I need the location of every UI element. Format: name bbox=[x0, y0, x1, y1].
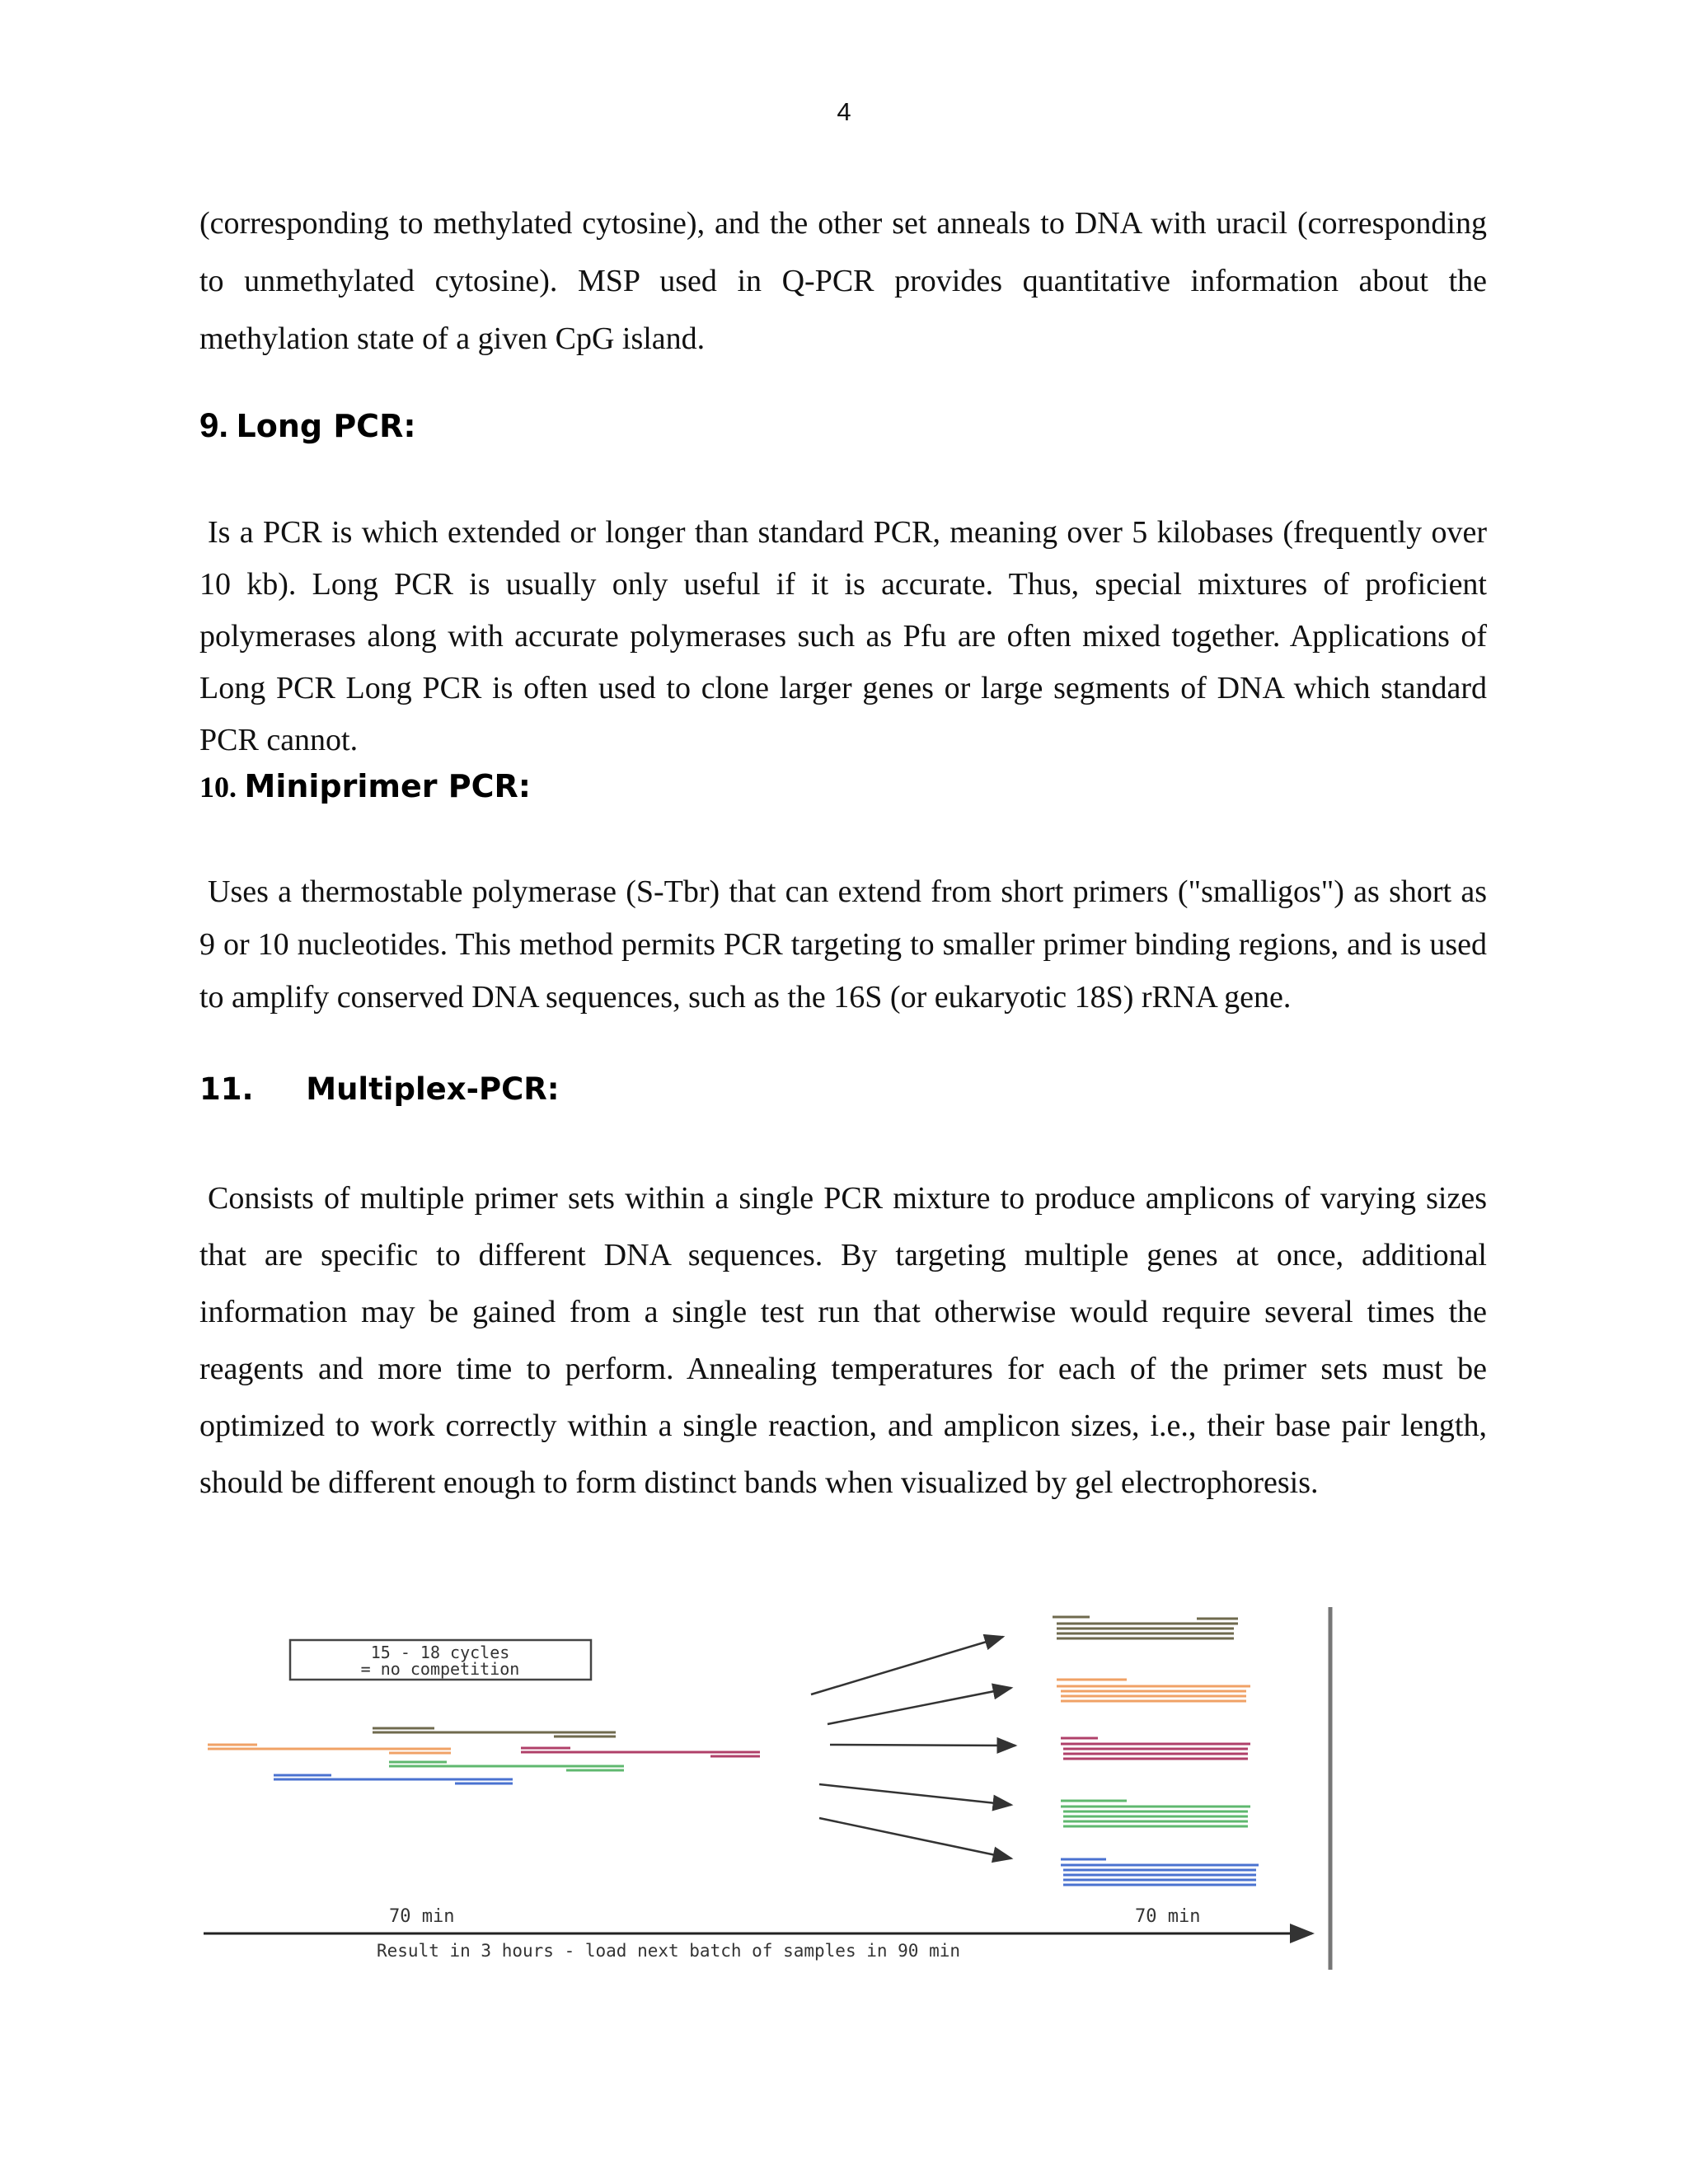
bands-magenta bbox=[1061, 1738, 1250, 1759]
heading-miniprimer-pcr bbox=[199, 768, 531, 805]
figure-caption: Result in 3 hours - load next batch of samples in 90 min bbox=[377, 1941, 961, 1961]
time-label-right: 70 min bbox=[1135, 1906, 1201, 1927]
bands-olive bbox=[1053, 1617, 1238, 1638]
paragraph-miniprimer-pcr bbox=[199, 865, 1487, 1024]
heading-number: 10. bbox=[199, 771, 237, 804]
arrow-icon bbox=[811, 1637, 1003, 1694]
paragraph-multiplex-pcr bbox=[199, 1170, 1487, 1511]
figure-svg bbox=[199, 1607, 1345, 1986]
amplification-arrows bbox=[811, 1637, 1015, 1858]
bands-green bbox=[1061, 1801, 1250, 1826]
heading-title: Multiplex-PCR: bbox=[306, 1071, 560, 1107]
heading-title: Miniprimer PCR: bbox=[244, 768, 531, 804]
paragraph-long-pcr bbox=[199, 507, 1487, 766]
bands-blue bbox=[1061, 1859, 1259, 1885]
paragraph-text: Uses a thermostable polymerase (S-Tbr) that can extend from short primers ("smalligos") as short as 9 or 10 nucleotides. This method permits PCR targeting to smaller primer binding regions, and is used to amplify conserved DNA sequences, such as the 16S (or eukaryotic 18S) rRNA gene. bbox=[199, 874, 1487, 1015]
multiplex-pcr-figure bbox=[199, 1607, 1345, 1986]
time-label-left: 70 min bbox=[389, 1906, 455, 1927]
paragraph-msp-continued bbox=[199, 194, 1487, 368]
bands-orange bbox=[1057, 1680, 1250, 1701]
arrow-icon bbox=[819, 1818, 1011, 1858]
paragraph-text: Is a PCR is which extended or longer than standard PCR, meaning over 5 kilobases (frequently over 10 kb). Long PCR is usually only useful if it is accurate. Thus, special mixtures of proficient polymerases along with accurate polymerases such as Pfu are often mixed together. Applications of Long PCR Long PCR is often used to clone larger genes or large segments of DNA which standard PCR cannot. bbox=[199, 515, 1487, 757]
arrow-icon bbox=[828, 1688, 1011, 1724]
page-number: 4 bbox=[837, 97, 851, 126]
heading-title: Long PCR: bbox=[236, 408, 416, 444]
paragraph-text: (corresponding to methylated cytosine), and the other set anneals to DNA with uracil (corresponding to unmethylated cytosine). MSP used in Q-PCR provides quantitative information about the methylation state of a given CpG island. bbox=[199, 206, 1487, 356]
paragraph-text: Consists of multiple primer sets within a single PCR mixture to produce amplicons of varying sizes that are specific to different DNA sequences. By targeting multiple genes at once, additional information may be gained from a single test run that otherwise would require several times the reagents and more time to perform. Annealing temperatures for each of the primer sets must be optimized to work correctly within a single reaction, and amplicon sizes, i.e., their base pair length, should be different enough to form distinct bands when visualized by gel electrophoresis. bbox=[199, 1181, 1487, 1500]
arrow-icon bbox=[819, 1784, 1011, 1805]
amplified-band-stacks bbox=[1053, 1617, 1259, 1885]
cycles-label: 15 - 18 cycles bbox=[370, 1643, 510, 1662]
heading-number: 11. bbox=[199, 1071, 254, 1107]
left-amplicon-segments bbox=[208, 1728, 760, 1783]
competition-label: = no competition bbox=[360, 1659, 520, 1679]
arrow-icon bbox=[830, 1745, 1015, 1746]
heading-long-pcr bbox=[199, 405, 416, 445]
heading-number: 9. bbox=[199, 405, 229, 444]
heading-multiplex-pcr bbox=[199, 1071, 560, 1108]
